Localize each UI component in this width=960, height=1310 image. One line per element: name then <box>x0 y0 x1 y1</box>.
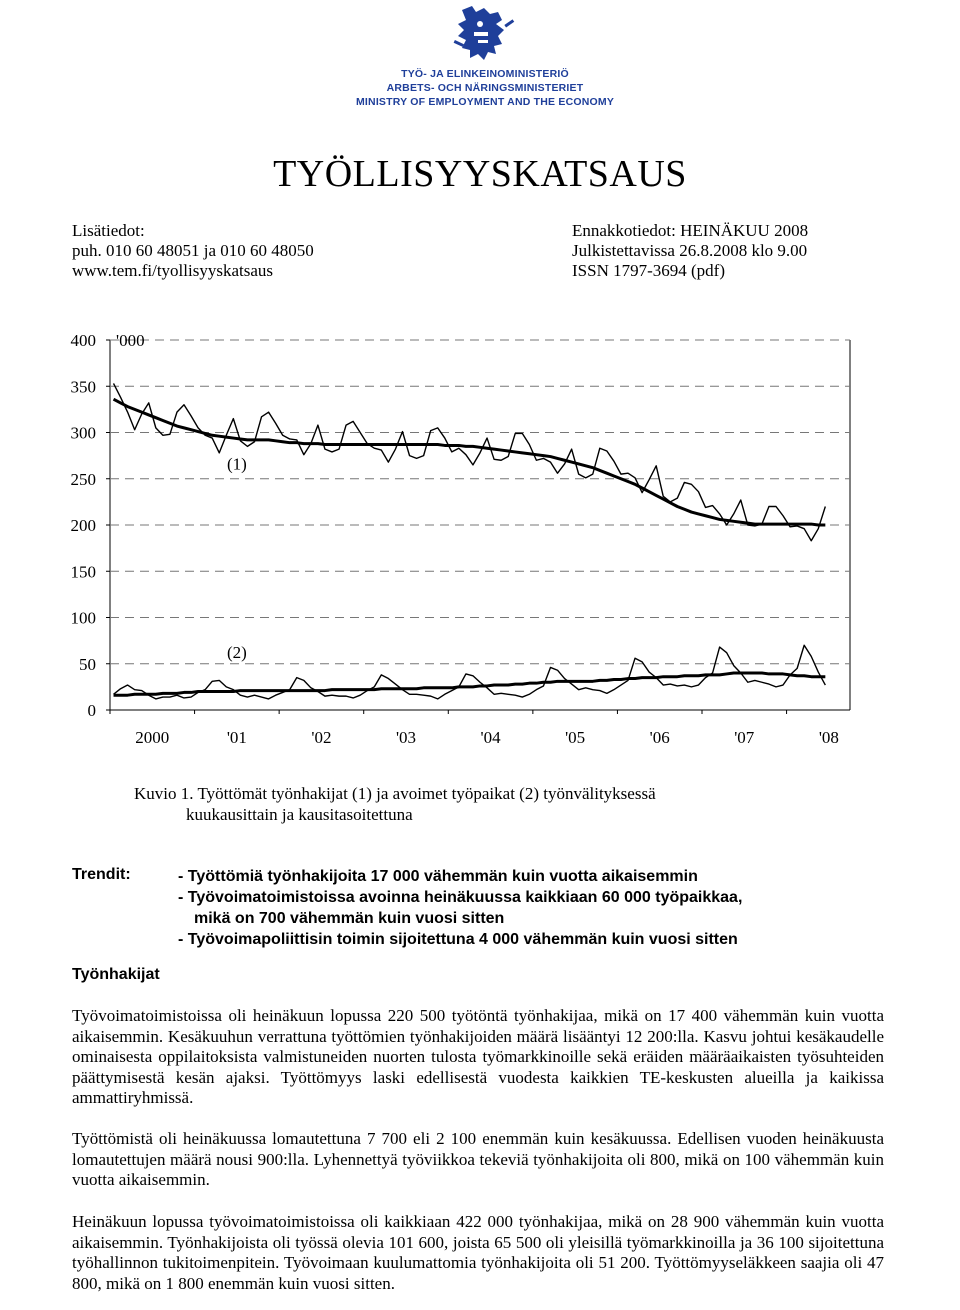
publication-info <box>572 221 808 281</box>
series-trend-line <box>114 399 826 525</box>
y-unit-label: '000 <box>116 331 145 350</box>
x-tick-label: '05 <box>565 728 586 747</box>
series-label: (1) <box>226 454 247 474</box>
y-tick-label: 50 <box>79 654 96 674</box>
trend-item: mikä on 700 vähemmän kuin vuosi sitten <box>194 910 505 927</box>
figure-caption-line2: kuukausittain ja kausitasoitettuna <box>186 805 413 824</box>
publication-info-line: ISSN 1797-3694 (pdf) <box>572 261 725 280</box>
x-tick-label: '04 <box>480 728 501 747</box>
y-tick-label: 400 <box>70 331 96 350</box>
series-monthly-line <box>114 383 826 540</box>
trend-item: - Työttömiä työnhakijoita 17 000 vähemmän kuin vuotta aikaisemmin <box>178 868 698 885</box>
y-tick-label: 150 <box>70 562 96 582</box>
unemployment-chart <box>60 318 870 758</box>
y-tick-label: 200 <box>70 516 96 535</box>
x-tick-label: 2000 <box>135 728 170 747</box>
contact-info-line: puh. 010 60 48051 ja 010 60 48050 <box>72 241 314 260</box>
x-tick-label: '06 <box>649 728 670 747</box>
logo-text-fi: TYÖ- JA ELINKEINOMINISTERIÖ <box>401 68 569 80</box>
x-tick-label: '07 <box>734 728 755 747</box>
y-tick-label: 0 <box>87 701 96 720</box>
x-tick-label: '08 <box>818 728 839 747</box>
y-tick-label: 100 <box>70 608 96 628</box>
page-title: TYÖLLISYYSKATSAUS <box>273 153 687 195</box>
paragraph: Työvoimatoimistoissa oli heinäkuun lopussa 220 500 työtöntä työnhakijaa, mikä on 17 400 vähemmän kuin vuotta aikaisemmin. Kesäkuuhun verrattuna työttömien työnhakijoiden määrä lisääntyi 12 200:lla. Kasvu johtui kesäkaudelle ominaisesta oppilaitoksista valmistuneiden nuorten tulosta työmarkkinoille sekä eräiden määräaikaisten työsuhteiden päättymisestä kesän ajaksi. Työttömyys laski edellisestä vuodesta kaikkien TE-keskusten alueilla ja kaikissa ammattiryhmissä. <box>72 1006 884 1107</box>
logo-text-en: MINISTRY OF EMPLOYMENT AND THE ECONOMY <box>355 96 615 108</box>
trends-label: Trendit: <box>72 866 131 883</box>
figure-caption-line1: Kuvio 1. Työttömät työnhakijat (1) ja avoimet työpaikat (2) työnvälityksessä <box>134 784 656 803</box>
y-tick-label: 300 <box>70 423 96 443</box>
y-tick-label: 350 <box>70 377 96 397</box>
logo-text-sv: ARBETS- OCH NÄRINGSMINISTERIET <box>386 82 584 94</box>
series-label: (2) <box>226 643 247 663</box>
paragraph: Työttömistä oli heinäkuussa lomautettuna 7 700 eli 2 100 enemmän kuin kesäkuussa. Edellisen vuoden heinäkuusta lomautettujen määrä nousi 900:lla. Lyhennettyä työviikkoa tekeviä työnhakijoita oli 800, mikä on 100 vähemmän kuin vuotta aikaisemmin. <box>72 1129 884 1189</box>
x-tick-label: '01 <box>226 728 247 747</box>
trend-item: - Työvoimatoimistoissa avoinna heinäkuussa kaikkiaan 60 000 työpaikkaa, <box>178 889 743 906</box>
x-tick-label: '03 <box>395 728 417 747</box>
lion-crest-icon <box>450 2 520 64</box>
y-tick-label: 250 <box>70 469 96 489</box>
series-trend-line <box>114 673 826 695</box>
publication-info-line: Julkistettavissa 26.8.2008 klo 9.00 <box>572 241 808 260</box>
publication-info-line: Ennakkotiedot: HEINÄKUU 2008 <box>572 221 809 240</box>
trends-list <box>178 866 742 950</box>
x-tick-label: '02 <box>311 728 332 747</box>
contact-info-line: Lisätiedot: <box>72 221 145 240</box>
section-heading: Työnhakijat <box>72 966 160 983</box>
paragraph: Heinäkuun lopussa työvoimatoimistoissa oli kaikkiaan 422 000 työnhakijaa, mikä on 28 900 vähemmän kuin vuotta aikaisemmin. Työnhakijoista oli työssä olevia 101 600, joista 65 500 oli yleisillä työmarkkinoilla ja 36 100 sijoitettuna työhallinnon tukitoimenpitein. Työvoimaan kuulumattomia työnhakijoita oli 51 200. Työttömyyseläkkeen saajia oli 47 800, mikä on 1 800 enemmän kuin vuosi sitten. <box>72 1212 884 1293</box>
figure-caption <box>134 783 656 825</box>
ministry-logo <box>350 2 620 108</box>
contact-info <box>72 221 314 281</box>
contact-info-line: www.tem.fi/tyollisyyskatsaus <box>72 261 273 280</box>
trend-item: - Työvoimapoliittisin toimin sijoitettuna 4 000 vähemmän kuin vuosi sitten <box>178 931 738 948</box>
